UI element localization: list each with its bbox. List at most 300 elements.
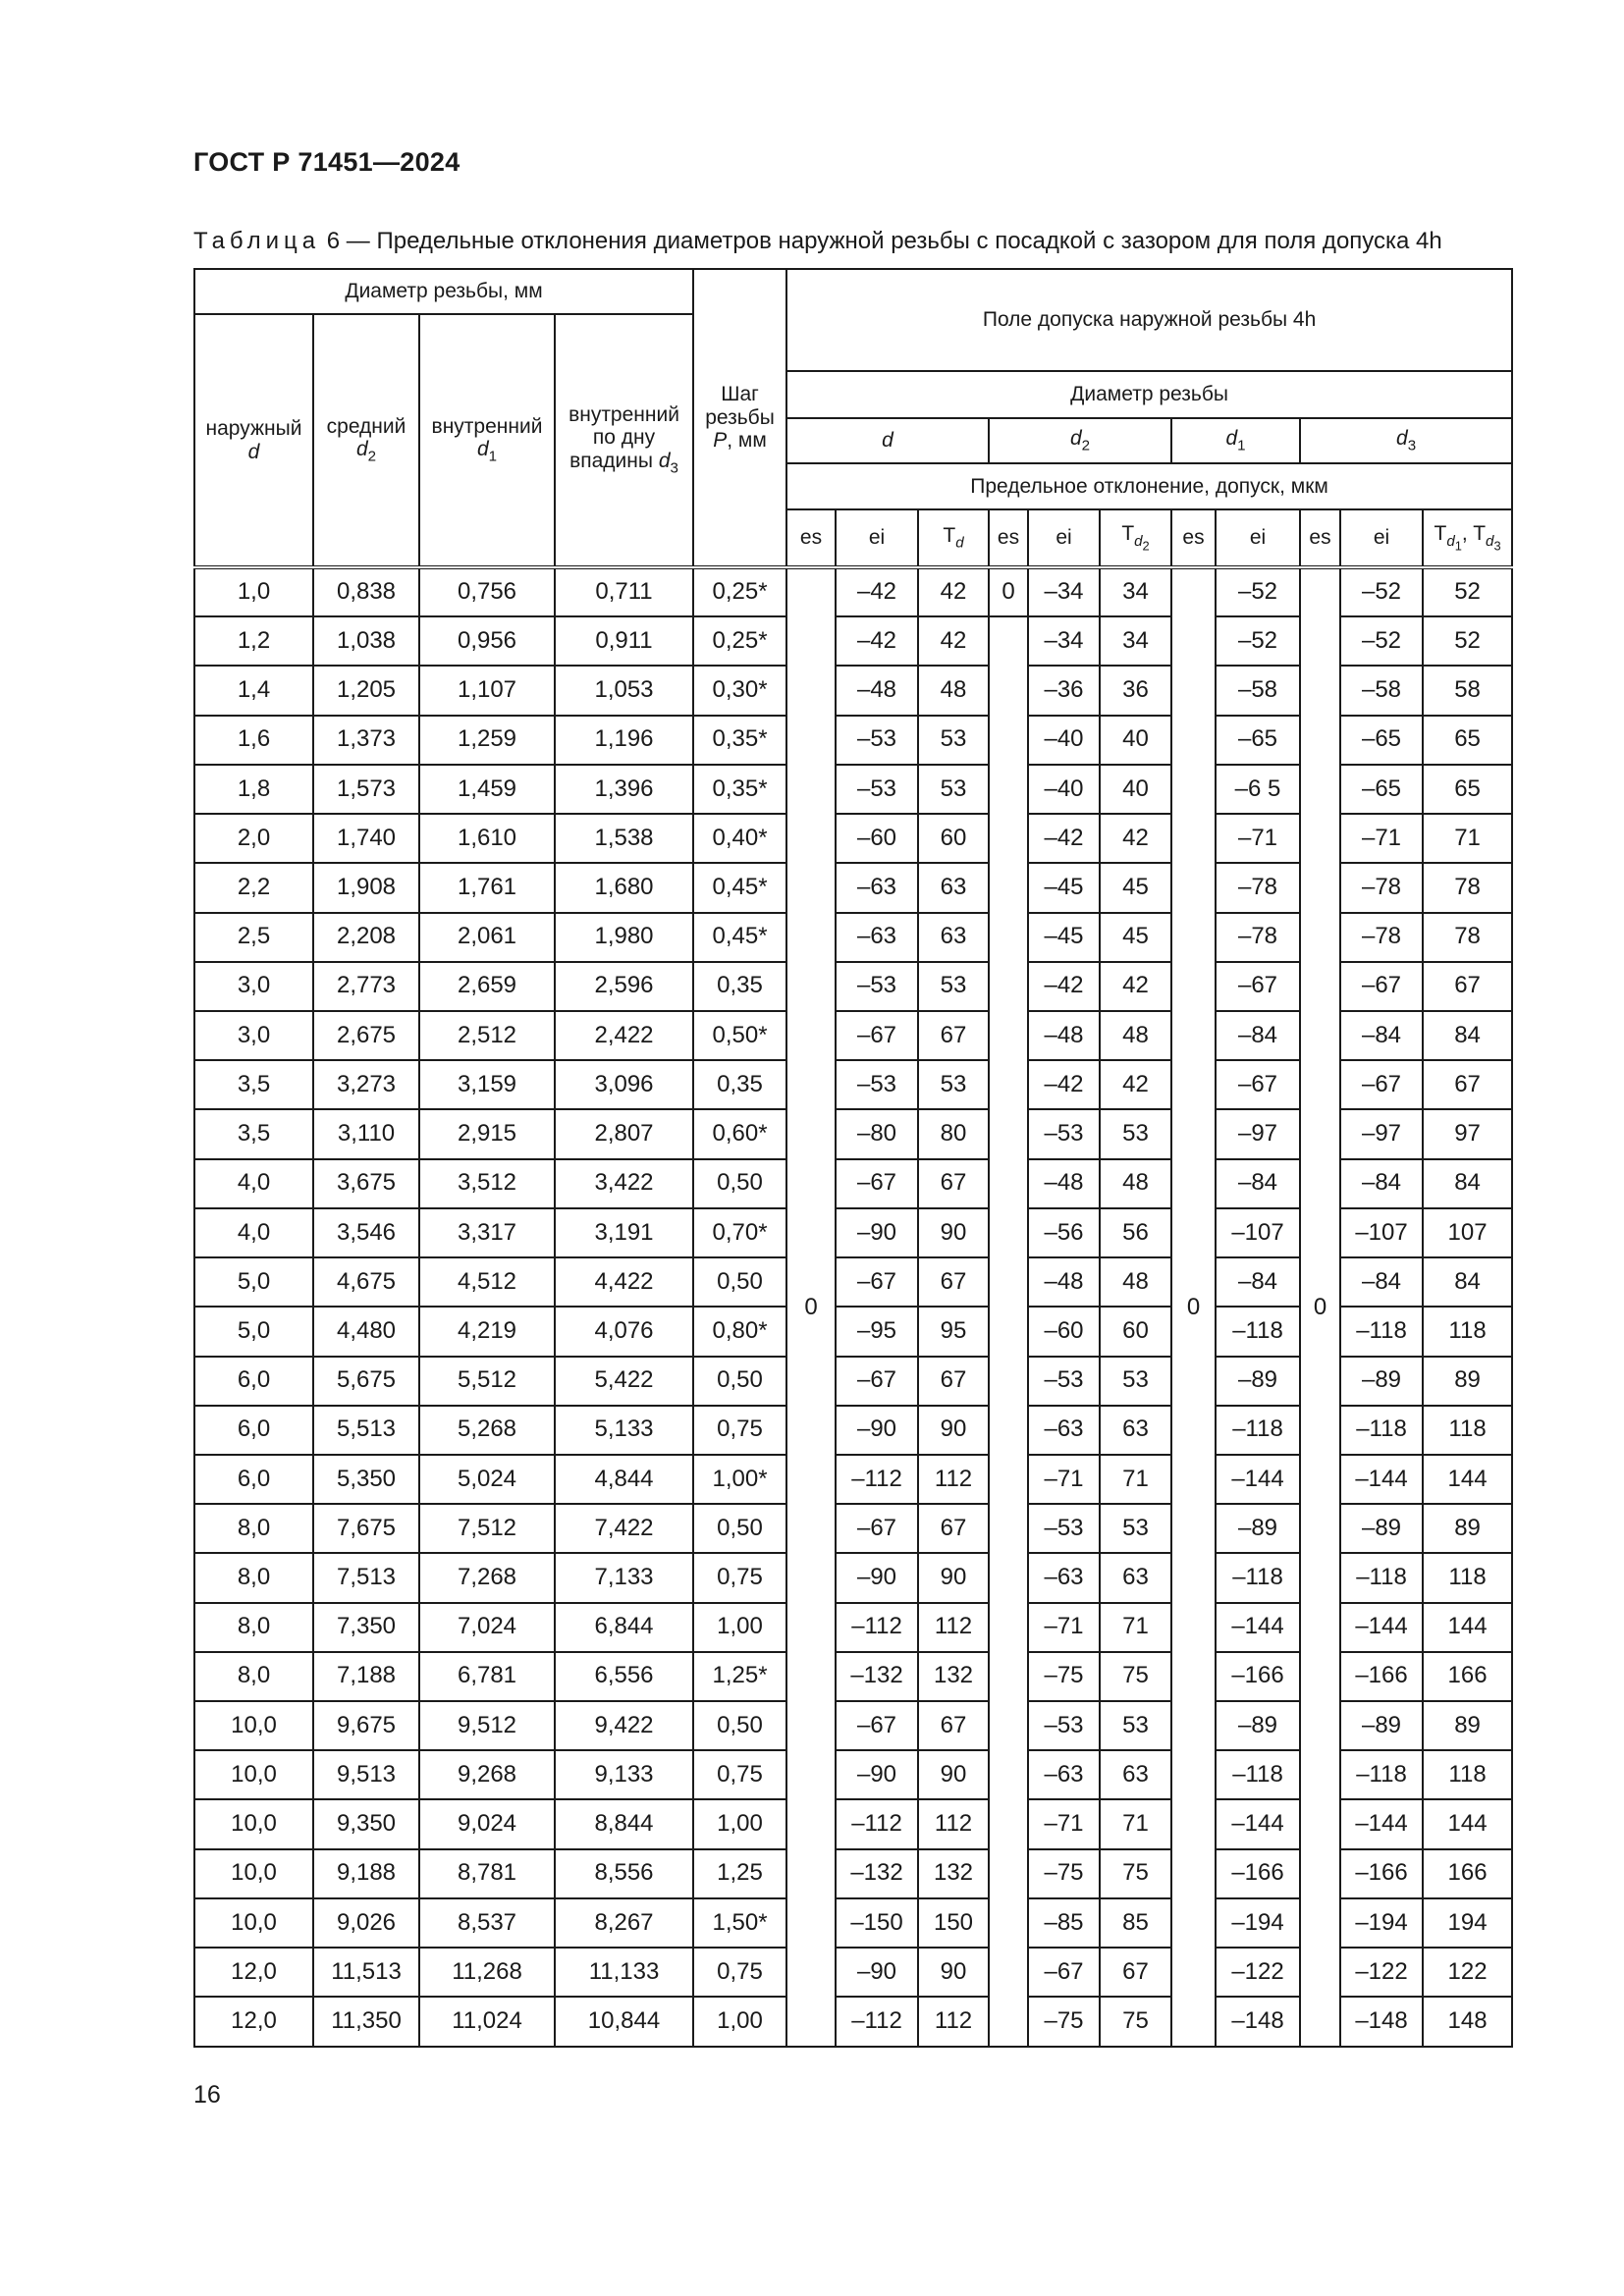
cell-d-ei: –112 — [836, 1799, 918, 1848]
cell-d3-ei: –52 — [1340, 616, 1423, 666]
cell-d-es: 0 — [786, 567, 836, 2047]
cell-outer-d: 4,0 — [194, 1159, 313, 1208]
cell-td: 112 — [918, 1997, 989, 2047]
cell-d1-ei: –144 — [1216, 1455, 1300, 1504]
cell-td2: 48 — [1100, 1011, 1171, 1060]
cell-d-ei: –53 — [836, 716, 918, 765]
cell-td1-td3: 118 — [1423, 1307, 1512, 1356]
cell-td1-td3: 166 — [1423, 1652, 1512, 1701]
cell-inner-d1: 0,956 — [419, 616, 555, 666]
cell-td2: 53 — [1100, 1701, 1171, 1750]
cell-inner-d1: 2,659 — [419, 962, 555, 1011]
cell-d3-ei: –65 — [1340, 765, 1423, 814]
cell-inner-d1: 2,061 — [419, 913, 555, 962]
cell-td1-td3: 67 — [1423, 1060, 1512, 1109]
cell-d1-ei: –84 — [1216, 1159, 1300, 1208]
cell-outer-d: 8,0 — [194, 1504, 313, 1553]
cell-d3-ei: –89 — [1340, 1701, 1423, 1750]
cell-d-ei: –132 — [836, 1652, 918, 1701]
header-tolerance-field: Поле допуска наружной резьбы 4h — [786, 269, 1512, 371]
cell-td: 150 — [918, 1898, 989, 1948]
cell-pitch: 0,35 — [693, 962, 786, 1011]
cell-td1-td3: 67 — [1423, 962, 1512, 1011]
cell-pitch: 0,45* — [693, 863, 786, 912]
cell-d2-ei: –42 — [1028, 814, 1100, 863]
cell-inner-d1: 1,761 — [419, 863, 555, 912]
cell-root-d3: 2,422 — [555, 1011, 693, 1060]
cell-mean-d2: 1,373 — [313, 716, 419, 765]
cell-td2: 48 — [1100, 1159, 1171, 1208]
cell-d1-ei: –65 — [1216, 716, 1300, 765]
cell-d3-ei: –118 — [1340, 1307, 1423, 1356]
cell-mean-d2: 1,573 — [313, 765, 419, 814]
cell-root-d3: 7,133 — [555, 1553, 693, 1602]
cell-mean-d2: 7,188 — [313, 1652, 419, 1701]
cell-td2: 45 — [1100, 863, 1171, 912]
header-thread-diameter-group: Диаметр резьбы, мм — [194, 269, 693, 314]
cell-d3-ei: –194 — [1340, 1898, 1423, 1948]
cell-mean-d2: 1,740 — [313, 814, 419, 863]
cell-d1-ei: –67 — [1216, 962, 1300, 1011]
cell-td: 67 — [918, 1504, 989, 1553]
cell-d2-ei: –56 — [1028, 1208, 1100, 1257]
cell-td2: 36 — [1100, 666, 1171, 715]
cell-d-ei: –53 — [836, 1060, 918, 1109]
cell-td: 112 — [918, 1799, 989, 1848]
cell-mean-d2: 9,675 — [313, 1701, 419, 1750]
cell-d-ei: –63 — [836, 913, 918, 962]
cell-outer-d: 8,0 — [194, 1603, 313, 1652]
cell-root-d3: 8,556 — [555, 1849, 693, 1898]
cell-d3-ei: –84 — [1340, 1159, 1423, 1208]
cell-root-d3: 3,191 — [555, 1208, 693, 1257]
cell-inner-d1: 9,512 — [419, 1701, 555, 1750]
cell-td1-td3: 144 — [1423, 1455, 1512, 1504]
cell-td1-td3: 118 — [1423, 1750, 1512, 1799]
header-td: $T_d$ — [918, 509, 989, 567]
cell-td1-td3: 118 — [1423, 1406, 1512, 1455]
cell-outer-d: 6,0 — [194, 1455, 313, 1504]
cell-d1-ei: –67 — [1216, 1060, 1300, 1109]
cell-pitch: 0,75 — [693, 1948, 786, 1997]
cell-outer-d: 1,4 — [194, 666, 313, 715]
cell-outer-d: 3,5 — [194, 1060, 313, 1109]
header-d-ei: ei — [836, 509, 918, 567]
cell-root-d3: 1,196 — [555, 716, 693, 765]
cell-inner-d1: 2,915 — [419, 1109, 555, 1158]
cell-td1-td3: 71 — [1423, 814, 1512, 863]
cell-mean-d2: 4,480 — [313, 1307, 419, 1356]
header-thread-diameter: Диаметр резьбы — [786, 371, 1512, 418]
cell-outer-d: 8,0 — [194, 1652, 313, 1701]
cell-td2: 34 — [1100, 616, 1171, 666]
cell-inner-d1: 3,317 — [419, 1208, 555, 1257]
header-d3-es: es — [1300, 509, 1340, 567]
cell-d-ei: –132 — [836, 1849, 918, 1898]
cell-mean-d2: 5,350 — [313, 1455, 419, 1504]
cell-d3-ei: –67 — [1340, 962, 1423, 1011]
cell-d-ei: –63 — [836, 863, 918, 912]
cell-d2-ei: –48 — [1028, 1257, 1100, 1307]
cell-outer-d: 1,0 — [194, 567, 313, 616]
cell-td2: 40 — [1100, 716, 1171, 765]
cell-root-d3: 10,844 — [555, 1997, 693, 2047]
cell-outer-d: 2,0 — [194, 814, 313, 863]
cell-td1-td3: 144 — [1423, 1799, 1512, 1848]
cell-d-ei: –67 — [836, 1011, 918, 1060]
cell-mean-d2: 1,908 — [313, 863, 419, 912]
cell-td1-td3: 84 — [1423, 1257, 1512, 1307]
cell-outer-d: 10,0 — [194, 1750, 313, 1799]
cell-td2: 71 — [1100, 1799, 1171, 1848]
cell-td: 53 — [918, 765, 989, 814]
cell-d1-ei: –6 5 — [1216, 765, 1300, 814]
cell-td: 60 — [918, 814, 989, 863]
cell-d3-ei: –84 — [1340, 1257, 1423, 1307]
cell-d2-ei: –42 — [1028, 1060, 1100, 1109]
cell-d3-ei: –118 — [1340, 1406, 1423, 1455]
cell-td2: 67 — [1100, 1948, 1171, 1997]
cell-d1-ei: –122 — [1216, 1948, 1300, 1997]
cell-mean-d2: 3,546 — [313, 1208, 419, 1257]
cell-pitch: 0,70* — [693, 1208, 786, 1257]
cell-root-d3: 0,711 — [555, 567, 693, 616]
cell-d2-ei: –45 — [1028, 863, 1100, 912]
cell-pitch: 1,50* — [693, 1898, 786, 1948]
cell-inner-d1: 11,268 — [419, 1948, 555, 1997]
table-caption — [193, 228, 1442, 255]
cell-d1-ei: –52 — [1216, 567, 1300, 616]
cell-td2: 56 — [1100, 1208, 1171, 1257]
header-group-d3: $d_3$ — [1300, 418, 1512, 463]
cell-d1-ei: –194 — [1216, 1898, 1300, 1948]
cell-inner-d1: 1,107 — [419, 666, 555, 715]
cell-d2-ei: –53 — [1028, 1357, 1100, 1406]
cell-d2-ei: –53 — [1028, 1109, 1100, 1158]
cell-root-d3: 5,133 — [555, 1406, 693, 1455]
cell-d1-ei: –166 — [1216, 1652, 1300, 1701]
cell-td2: 48 — [1100, 1257, 1171, 1307]
cell-td2: 53 — [1100, 1109, 1171, 1158]
header-mean-diameter: средний $d_2$ — [313, 314, 419, 567]
cell-root-d3: 8,844 — [555, 1799, 693, 1848]
cell-td1-td3: 58 — [1423, 666, 1512, 715]
cell-td: 67 — [918, 1159, 989, 1208]
cell-d1-ei: –118 — [1216, 1553, 1300, 1602]
cell-td: 132 — [918, 1849, 989, 1898]
cell-d2-ei: –36 — [1028, 666, 1100, 715]
cell-td: 112 — [918, 1603, 989, 1652]
cell-td2: 42 — [1100, 1060, 1171, 1109]
cell-d3-ei: –118 — [1340, 1750, 1423, 1799]
cell-td1-td3: 118 — [1423, 1553, 1512, 1602]
table-caption-text: 6 — Предельные отклонения диаметров наружной резьбы с посадкой с зазором для поля допуска 4h — [326, 228, 1442, 254]
cell-pitch: 1,00 — [693, 1799, 786, 1848]
cell-td: 48 — [918, 666, 989, 715]
cell-td2: 63 — [1100, 1406, 1171, 1455]
cell-pitch: 0,50 — [693, 1159, 786, 1208]
cell-d-ei: –67 — [836, 1257, 918, 1307]
standard-designation: ГОСТ Р 71451—2024 — [193, 147, 460, 177]
header-group-d: d — [786, 418, 989, 463]
cell-pitch: 0,50* — [693, 1011, 786, 1060]
cell-d3-ei: –58 — [1340, 666, 1423, 715]
cell-mean-d2: 9,513 — [313, 1750, 419, 1799]
cell-d-ei: –53 — [836, 962, 918, 1011]
cell-td2: 71 — [1100, 1603, 1171, 1652]
cell-root-d3: 2,807 — [555, 1109, 693, 1158]
cell-td2: 40 — [1100, 765, 1171, 814]
header-td2: $T_{d_2}$ — [1100, 509, 1171, 567]
cell-d-ei: –42 — [836, 567, 918, 616]
cell-root-d3: 1,980 — [555, 913, 693, 962]
cell-outer-d: 3,5 — [194, 1109, 313, 1158]
cell-d2-ei: –40 — [1028, 716, 1100, 765]
cell-outer-d: 8,0 — [194, 1553, 313, 1602]
cell-d1-ei: –78 — [1216, 913, 1300, 962]
cell-inner-d1: 9,268 — [419, 1750, 555, 1799]
cell-td: 95 — [918, 1307, 989, 1356]
cell-root-d3: 2,596 — [555, 962, 693, 1011]
cell-td1-td3: 122 — [1423, 1948, 1512, 1997]
cell-inner-d1: 3,512 — [419, 1159, 555, 1208]
cell-pitch: 0,80* — [693, 1307, 786, 1356]
cell-td1-td3: 194 — [1423, 1898, 1512, 1948]
cell-d3-ei: –97 — [1340, 1109, 1423, 1158]
cell-pitch: 0,45* — [693, 913, 786, 962]
cell-d-ei: –67 — [836, 1159, 918, 1208]
cell-td2: 75 — [1100, 1652, 1171, 1701]
cell-inner-d1: 6,781 — [419, 1652, 555, 1701]
cell-td: 63 — [918, 863, 989, 912]
cell-pitch: 0,40* — [693, 814, 786, 863]
cell-root-d3: 1,538 — [555, 814, 693, 863]
cell-mean-d2: 9,026 — [313, 1898, 419, 1948]
cell-td: 112 — [918, 1455, 989, 1504]
cell-pitch: 0,35* — [693, 765, 786, 814]
cell-pitch: 0,35* — [693, 716, 786, 765]
cell-d3-ei: –118 — [1340, 1553, 1423, 1602]
cell-inner-d1: 0,756 — [419, 567, 555, 616]
cell-root-d3: 3,422 — [555, 1159, 693, 1208]
cell-mean-d2: 11,513 — [313, 1948, 419, 1997]
header-group-d2: $d_2$ — [989, 418, 1171, 463]
cell-pitch: 0,25* — [693, 567, 786, 616]
cell-td: 53 — [918, 1060, 989, 1109]
cell-td1-td3: 78 — [1423, 863, 1512, 912]
cell-d-ei: –90 — [836, 1553, 918, 1602]
cell-pitch: 0,50 — [693, 1257, 786, 1307]
cell-mean-d2: 9,188 — [313, 1849, 419, 1898]
cell-pitch: 1,00 — [693, 1997, 786, 2047]
cell-d1-ei: –89 — [1216, 1504, 1300, 1553]
cell-inner-d1: 1,459 — [419, 765, 555, 814]
cell-root-d3: 5,422 — [555, 1357, 693, 1406]
cell-outer-d: 3,0 — [194, 1011, 313, 1060]
cell-d1-ei: –148 — [1216, 1997, 1300, 2047]
cell-td: 80 — [918, 1109, 989, 1158]
cell-mean-d2: 5,513 — [313, 1406, 419, 1455]
cell-d-ei: –90 — [836, 1208, 918, 1257]
cell-pitch: 1,25* — [693, 1652, 786, 1701]
cell-d2-ei: –67 — [1028, 1948, 1100, 1997]
cell-td: 132 — [918, 1652, 989, 1701]
cell-td: 90 — [918, 1208, 989, 1257]
cell-td: 67 — [918, 1257, 989, 1307]
cell-td1-td3: 107 — [1423, 1208, 1512, 1257]
cell-d2-es: 0 — [989, 567, 1028, 616]
cell-mean-d2: 1,205 — [313, 666, 419, 715]
cell-td1-td3: 89 — [1423, 1357, 1512, 1406]
cell-d-ei: –42 — [836, 616, 918, 666]
cell-td: 42 — [918, 567, 989, 616]
cell-td1-td3: 89 — [1423, 1504, 1512, 1553]
cell-inner-d1: 3,159 — [419, 1060, 555, 1109]
cell-d-ei: –95 — [836, 1307, 918, 1356]
cell-d3-ei: –84 — [1340, 1011, 1423, 1060]
cell-d-ei: –48 — [836, 666, 918, 715]
cell-td: 90 — [918, 1948, 989, 1997]
cell-d-ei: –67 — [836, 1701, 918, 1750]
cell-pitch: 0,50 — [693, 1504, 786, 1553]
cell-d2-ei: –63 — [1028, 1750, 1100, 1799]
cell-td2: 63 — [1100, 1553, 1171, 1602]
cell-outer-d: 6,0 — [194, 1357, 313, 1406]
cell-mean-d2: 1,038 — [313, 616, 419, 666]
cell-inner-d1: 11,024 — [419, 1997, 555, 2047]
cell-d1-es: 0 — [1171, 567, 1216, 2047]
cell-d2-ei: –34 — [1028, 616, 1100, 666]
cell-root-d3: 4,076 — [555, 1307, 693, 1356]
page-number: 16 — [193, 2081, 221, 2109]
cell-td1-td3: 84 — [1423, 1159, 1512, 1208]
cell-td2: 63 — [1100, 1750, 1171, 1799]
cell-mean-d2: 7,513 — [313, 1553, 419, 1602]
cell-root-d3: 9,133 — [555, 1750, 693, 1799]
cell-mean-d2: 3,273 — [313, 1060, 419, 1109]
cell-td1-td3: 84 — [1423, 1011, 1512, 1060]
cell-d1-ei: –71 — [1216, 814, 1300, 863]
cell-mean-d2: 2,773 — [313, 962, 419, 1011]
header-d-es: es — [786, 509, 836, 567]
cell-td: 63 — [918, 913, 989, 962]
cell-d1-ei: –118 — [1216, 1406, 1300, 1455]
cell-d2-ei: –75 — [1028, 1652, 1100, 1701]
header-root-diameter: внутренний по дну впадины $d_3$ — [555, 314, 693, 567]
cell-root-d3: 1,053 — [555, 666, 693, 715]
cell-outer-d: 1,8 — [194, 765, 313, 814]
cell-mean-d2: 0,838 — [313, 567, 419, 616]
cell-d2-ei: –53 — [1028, 1504, 1100, 1553]
cell-mean-d2: 11,350 — [313, 1997, 419, 2047]
cell-inner-d1: 1,610 — [419, 814, 555, 863]
cell-inner-d1: 4,219 — [419, 1307, 555, 1356]
cell-d1-ei: –89 — [1216, 1357, 1300, 1406]
table-row — [194, 567, 1512, 616]
cell-td2: 60 — [1100, 1307, 1171, 1356]
cell-d3-ei: –148 — [1340, 1997, 1423, 2047]
cell-root-d3: 1,396 — [555, 765, 693, 814]
cell-td2: 42 — [1100, 814, 1171, 863]
cell-td1-td3: 52 — [1423, 567, 1512, 616]
cell-td1-td3: 148 — [1423, 1997, 1512, 2047]
cell-td1-td3: 52 — [1423, 616, 1512, 666]
cell-d1-ei: –166 — [1216, 1849, 1300, 1898]
cell-d2-ei: –40 — [1028, 765, 1100, 814]
cell-pitch: 1,00 — [693, 1603, 786, 1652]
cell-d-ei: –80 — [836, 1109, 918, 1158]
cell-pitch: 0,30* — [693, 666, 786, 715]
cell-td2: 71 — [1100, 1455, 1171, 1504]
cell-d-ei: –67 — [836, 1357, 918, 1406]
cell-td: 42 — [918, 616, 989, 666]
cell-td2: 45 — [1100, 913, 1171, 962]
cell-d3-es: 0 — [1300, 567, 1340, 2047]
cell-inner-d1: 1,259 — [419, 716, 555, 765]
cell-root-d3: 6,844 — [555, 1603, 693, 1652]
cell-d3-ei: –107 — [1340, 1208, 1423, 1257]
cell-inner-d1: 5,512 — [419, 1357, 555, 1406]
cell-outer-d: 12,0 — [194, 1997, 313, 2047]
cell-d-ei: –112 — [836, 1603, 918, 1652]
cell-pitch: 0,50 — [693, 1701, 786, 1750]
cell-d1-ei: –89 — [1216, 1701, 1300, 1750]
cell-d1-ei: –58 — [1216, 666, 1300, 715]
cell-td: 90 — [918, 1406, 989, 1455]
cell-d2-ei: –71 — [1028, 1799, 1100, 1848]
cell-pitch: 1,25 — [693, 1849, 786, 1898]
cell-inner-d1: 9,024 — [419, 1799, 555, 1848]
cell-td2: 75 — [1100, 1997, 1171, 2047]
cell-outer-d: 10,0 — [194, 1849, 313, 1898]
cell-d2-ei: –53 — [1028, 1701, 1100, 1750]
cell-td: 53 — [918, 716, 989, 765]
cell-pitch: 0,50 — [693, 1357, 786, 1406]
cell-mean-d2: 2,208 — [313, 913, 419, 962]
header-td1-td3: $T_{d_1}$, $T_{d_3}$ — [1423, 509, 1512, 567]
cell-d3-ei: –89 — [1340, 1357, 1423, 1406]
cell-root-d3: 8,267 — [555, 1898, 693, 1948]
cell-td1-td3: 78 — [1423, 913, 1512, 962]
header-d1-es: es — [1171, 509, 1216, 567]
cell-d3-ei: –78 — [1340, 863, 1423, 912]
table-caption-label: Таблица — [193, 228, 321, 254]
cell-outer-d: 6,0 — [194, 1406, 313, 1455]
cell-root-d3: 1,680 — [555, 863, 693, 912]
header-d2-ei: ei — [1028, 509, 1100, 567]
cell-pitch: 0,25* — [693, 616, 786, 666]
header-d3-ei: ei — [1340, 509, 1423, 567]
cell-d-ei: –90 — [836, 1948, 918, 1997]
cell-d-ei: –90 — [836, 1406, 918, 1455]
cell-inner-d1: 5,268 — [419, 1406, 555, 1455]
cell-d3-ei: –65 — [1340, 716, 1423, 765]
cell-d1-ei: –118 — [1216, 1750, 1300, 1799]
cell-mean-d2: 2,675 — [313, 1011, 419, 1060]
cell-td: 90 — [918, 1750, 989, 1799]
cell-inner-d1: 4,512 — [419, 1257, 555, 1307]
cell-d-ei: –67 — [836, 1504, 918, 1553]
cell-root-d3: 4,844 — [555, 1455, 693, 1504]
cell-outer-d: 2,2 — [194, 863, 313, 912]
cell-d2-ei: –45 — [1028, 913, 1100, 962]
header-pitch: Шаг резьбы P, мм — [693, 269, 786, 567]
cell-d2-ei: –75 — [1028, 1849, 1100, 1898]
cell-pitch: 0,75 — [693, 1553, 786, 1602]
cell-inner-d1: 2,512 — [419, 1011, 555, 1060]
cell-root-d3: 0,911 — [555, 616, 693, 666]
cell-td: 67 — [918, 1701, 989, 1750]
